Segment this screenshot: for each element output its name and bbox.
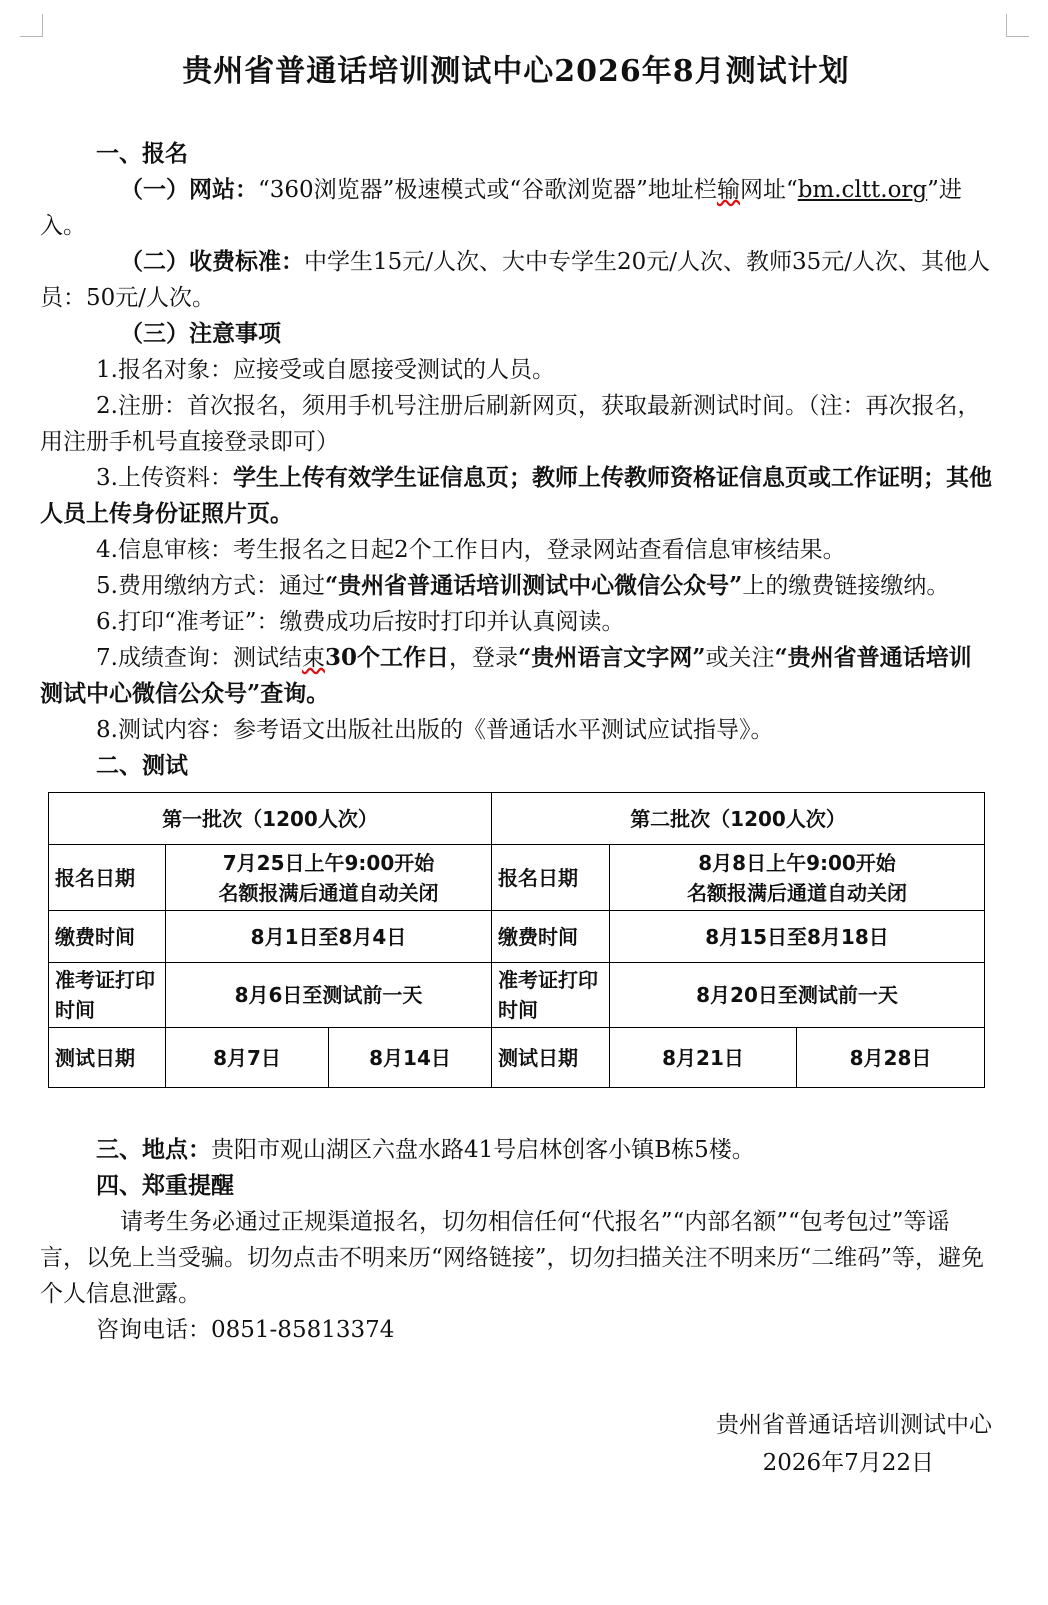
website-text-end: 网址 [739,177,786,203]
batch1-test-a: 8月7日 [166,1028,329,1088]
batch1-pay: 8月1日至8月4日 [166,911,492,963]
section4-heading: 四、郑重提醒 [96,1172,234,1199]
note-1: 1.报名对象：应接受或自愿接受测试的人员。 [96,357,555,383]
batch1-header: 第一批次（1200人次） [49,793,492,845]
fee-label: （二）收费标准： [120,248,304,275]
print-label: 准考证打印时间 [49,963,166,1028]
schedule-table [48,792,985,1088]
note-7 [40,640,992,712]
batch1-print: 8月6日至测试前一天 [166,963,492,1028]
reg-label-2: 报名日期 [492,845,610,911]
note-7-text: 7.成绩查询：测试结 [96,645,302,671]
table-row [49,911,985,963]
note-3 [40,460,992,532]
signature-block [40,1406,992,1482]
website-label: （一）网站： [120,176,258,203]
note-2: 2.注册：首次报名，须用手机号注册后刷新网页，获取最新测试时间。（注：再次报名，用注册手机号直接登录即可） [40,393,981,455]
batch2-print: 8月20日至测试前一天 [610,963,985,1028]
note-3-label: 3.上传资料： [96,465,233,491]
note-5-end: 上的缴费链接缴纳。 [742,573,950,599]
section1-heading: 一、报名 [96,140,188,167]
table-header-row [49,793,985,845]
website-url: bm.cltt.org [797,177,928,203]
pay-label-2: 缴费时间 [492,911,610,963]
batch1-reg-start: 7月25日上午9:00开始 [222,850,435,875]
page-corner-mark-right [1006,14,1029,37]
note-7-mid: ，登录 [448,645,518,671]
batch1-reg-note: 名额报满后通道自动关闭 [218,880,439,905]
batch2-reg-cell [610,845,985,911]
location-label: 三、地点： [96,1136,211,1163]
test-label: 测试日期 [49,1028,166,1088]
test-label-2: 测试日期 [492,1028,610,1088]
note-7-bold-site: “贵州语言文字网” [517,644,706,671]
table-row [49,845,985,911]
document-page [40,40,992,1482]
note-3-bold: 学生上传有效学生证信息页；教师上传教师资格证信息页或工作证明；其他人员上传身份证照片页。 [40,464,992,527]
spellcheck-mark: 输 [716,177,740,203]
spellcheck-mark-2: 束 [301,645,325,671]
batch2-pay: 8月15日至8月18日 [610,911,985,963]
website-text: “360浏览器”极速模式或“谷歌浏览器”地址栏 [258,177,717,203]
location-text: 贵阳市观山湖区六盘水路41号启林创客小镇B栋5楼。 [211,1137,755,1163]
note-5-bold: “贵州省普通话培训测试中心微信公众号” [324,572,743,599]
note-7-mid2: 或关注 [705,645,775,671]
website-url-open-quote: “ [785,177,798,203]
batch1-reg-cell [166,845,492,911]
reg-label: 报名日期 [49,845,166,911]
note-4: 4.信息审核：考生报名之日起2个工作日内，登录网站查看信息审核结果。 [96,537,846,563]
print-label-2: 准考证打印时间 [492,963,610,1028]
page-corner-mark-left [20,14,43,37]
batch2-test-b: 8月28日 [797,1028,985,1088]
notes-heading: （三）注意事项 [120,320,281,347]
website-url-suffix: ”进入。 [40,177,962,239]
document-title: 贵州省普通话培训测试中心2026年8月测试计划 [182,54,850,89]
fee-paragraph [40,244,992,316]
fee-text: 中学生15元/人次、大中专学生20元/人次、教师35元/人次、其他人员：50元/人次。 [40,249,991,311]
signature-org: 贵州省普通话培训测试中心 [716,1412,992,1438]
batch2-reg-start: 8月8日上午9:00开始 [698,850,896,875]
batch2-header: 第二批次（1200人次） [492,793,985,845]
location-paragraph [40,1132,992,1168]
batch2-test-a: 8月21日 [610,1028,797,1088]
table-row [49,1028,985,1088]
section2-heading: 二、测试 [96,752,188,779]
note-5 [40,568,992,604]
table-row [49,963,985,1028]
note-8: 8.测试内容：参考语文出版社出版的《普通话水平测试应试指导》。 [96,717,774,743]
note-5-text: 5.费用缴纳方式：通过 [96,573,325,599]
note-7-end: 查询。 [260,680,330,707]
batch2-reg-note: 名额报满后通道自动关闭 [687,880,908,905]
note-7-bold-wechat: “贵州省普通话培训测试中心微信公众号” [40,644,972,707]
phone-line: 咨询电话：0851-85813374 [96,1317,395,1343]
batch1-test-b: 8月14日 [329,1028,492,1088]
signature-date: 2026年7月22日 [762,1450,934,1476]
note-6: 6.打印“准考证”：缴费成功后按时打印并认真阅读。 [96,609,625,635]
pay-label: 缴费时间 [49,911,166,963]
note-7-bold-days: 30个工作日 [324,644,449,671]
website-paragraph [40,172,992,244]
reminder-text: 请考生务必通过正规渠道报名，切勿相信任何“代报名”“内部名额”“包考包过”等谣言，以免上当受骗。切勿点击不明来历“网络链接”，切勿扫描关注不明来历“二维码”等，避免个人信息泄露。 [40,1209,985,1307]
